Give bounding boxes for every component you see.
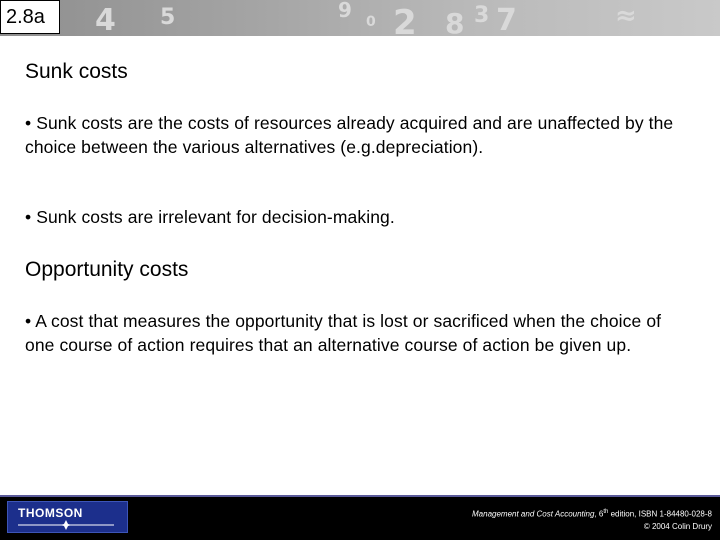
- copyright-text: © 2004 Colin Drury: [643, 521, 712, 531]
- section-heading: Sunk costs: [25, 60, 128, 83]
- banner-numeral: 4: [95, 3, 116, 36]
- bullet-paragraph: • Sunk costs are the costs of resources already acquired and are unaffected by the choice between the various alternatives (e.g.depreciation).: [25, 113, 674, 157]
- book-title: Management and Cost Accounting: [472, 509, 595, 519]
- header-banner: [0, 0, 720, 36]
- logo-star-icon: [18, 520, 114, 530]
- section-heading: Opportunity costs: [25, 258, 189, 281]
- banner-numeral: 0: [366, 14, 376, 30]
- bullet-paragraph: • Sunk costs are irrelevant for decision-making.: [25, 207, 395, 227]
- bullet-paragraph: • A cost that measures the opportunity that is lost or sacrificed when the choice of one course of action requires that an alternative course of action be given up.: [25, 311, 662, 355]
- edition-text: edition, ISBN 1-84480-028-8: [608, 509, 712, 519]
- logo-wordmark: THOMSON: [18, 506, 83, 520]
- slide-number: 2.8a: [0, 0, 60, 34]
- citation-line: [472, 506, 712, 521]
- banner-numeral: ≈: [615, 1, 637, 31]
- banner-numeral: 3: [474, 3, 490, 28]
- banner-numeral: 2: [393, 3, 417, 36]
- banner-numeral: 7: [496, 3, 517, 36]
- edition-sep: , 6: [594, 509, 604, 519]
- publisher-logo: [7, 501, 128, 533]
- banner-decoration: [0, 0, 720, 36]
- banner-numeral: 9: [338, 0, 352, 22]
- banner-numeral: 8: [445, 7, 465, 36]
- banner-numeral: 5: [160, 5, 176, 30]
- edition-sup: th: [603, 509, 609, 515]
- footer-credit: [472, 506, 712, 533]
- footer-bar: [0, 495, 720, 540]
